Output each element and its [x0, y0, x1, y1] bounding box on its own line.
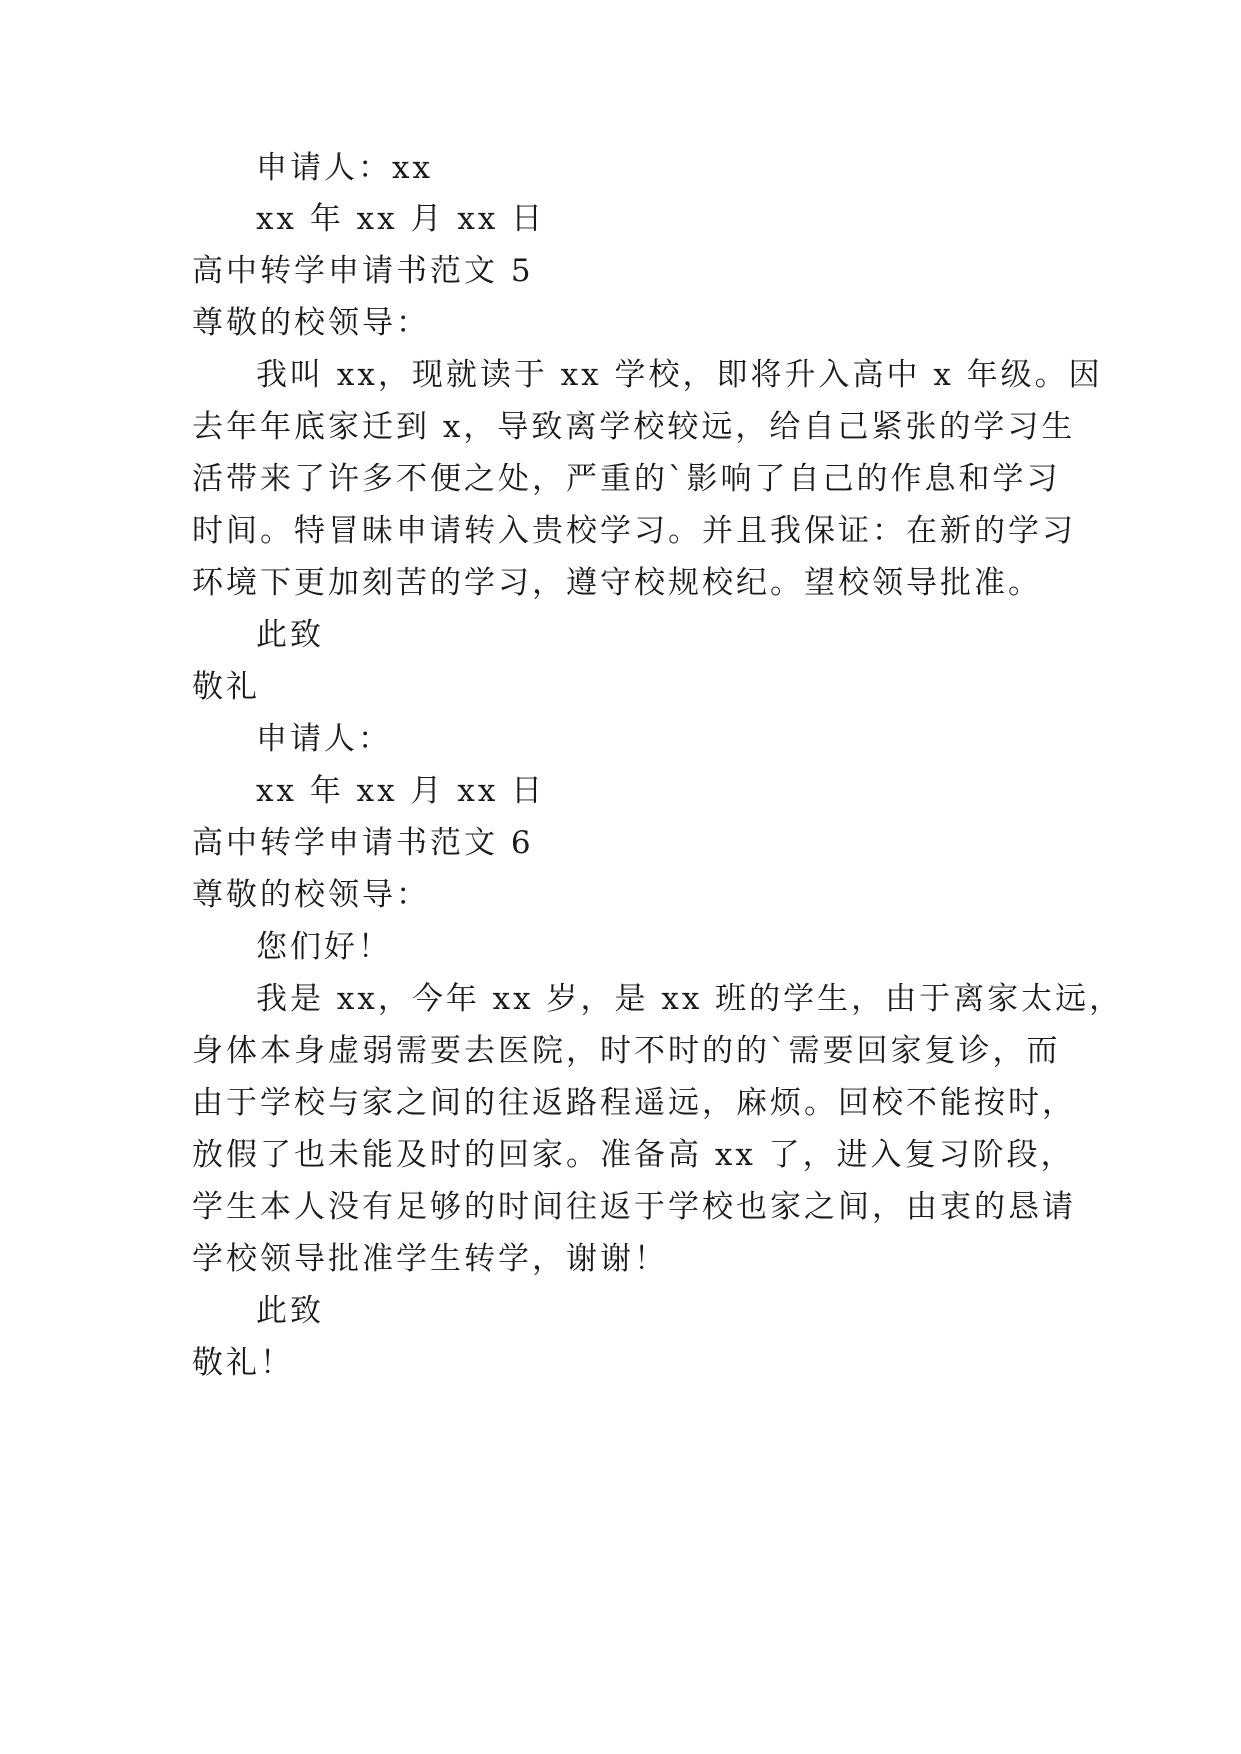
body-line: 时间。特冒昧申请转入贵校学习。并且我保证：在新的学习	[192, 513, 1076, 549]
closing-cizhi: 此致	[256, 1293, 324, 1329]
body-line: 活带来了许多不便之处，严重的`影响了自己的作息和学习	[192, 461, 1061, 497]
closing-jingli: 敬礼	[192, 669, 260, 705]
body-line: 学生本人没有足够的时间往返于学校也家之间，由衷的恳请	[192, 1189, 1076, 1225]
letter-title: 高中转学申请书范文 5	[192, 253, 534, 289]
applicant-line: 申请人：	[256, 721, 392, 757]
body-line: 我是 xx，今年 xx 岁，是 xx 班的学生，由于离家太远，	[256, 981, 1124, 1017]
date-line: xx 年 xx 月 xx 日	[256, 201, 546, 237]
body-line: 学校领导批准学生转学，谢谢！	[192, 1241, 668, 1277]
closing-jingli: 敬礼！	[192, 1345, 294, 1381]
closing-cizhi: 此致	[256, 617, 324, 653]
body-line: 我叫 xx，现就读于 xx 学校，即将升入高中 x 年级。因	[256, 357, 1103, 393]
body-line: 放假了也未能及时的回家。准备高 xx 了，进入复习阶段，	[192, 1137, 1075, 1173]
body-line: 去年年底家迁到 x，导致离学校较远，给自己紧张的学习生	[192, 409, 1076, 445]
greeting: 您们好！	[256, 929, 392, 965]
salutation: 尊敬的校领导：	[192, 305, 430, 341]
body-line: 身体本身虚弱需要去医院，时不时的的`需要回家复诊，而	[192, 1033, 1061, 1069]
letter-title: 高中转学申请书范文 6	[192, 825, 534, 861]
body-line: 环境下更加刻苦的学习，遵守校规校纪。望校领导批准。	[192, 565, 1042, 601]
applicant-line: 申请人：xx	[256, 150, 433, 186]
salutation: 尊敬的校领导：	[192, 877, 430, 913]
body-line: 由于学校与家之间的往返路程遥远，麻烦。回校不能按时，	[192, 1085, 1076, 1121]
date-line: xx 年 xx 月 xx 日	[256, 773, 546, 809]
